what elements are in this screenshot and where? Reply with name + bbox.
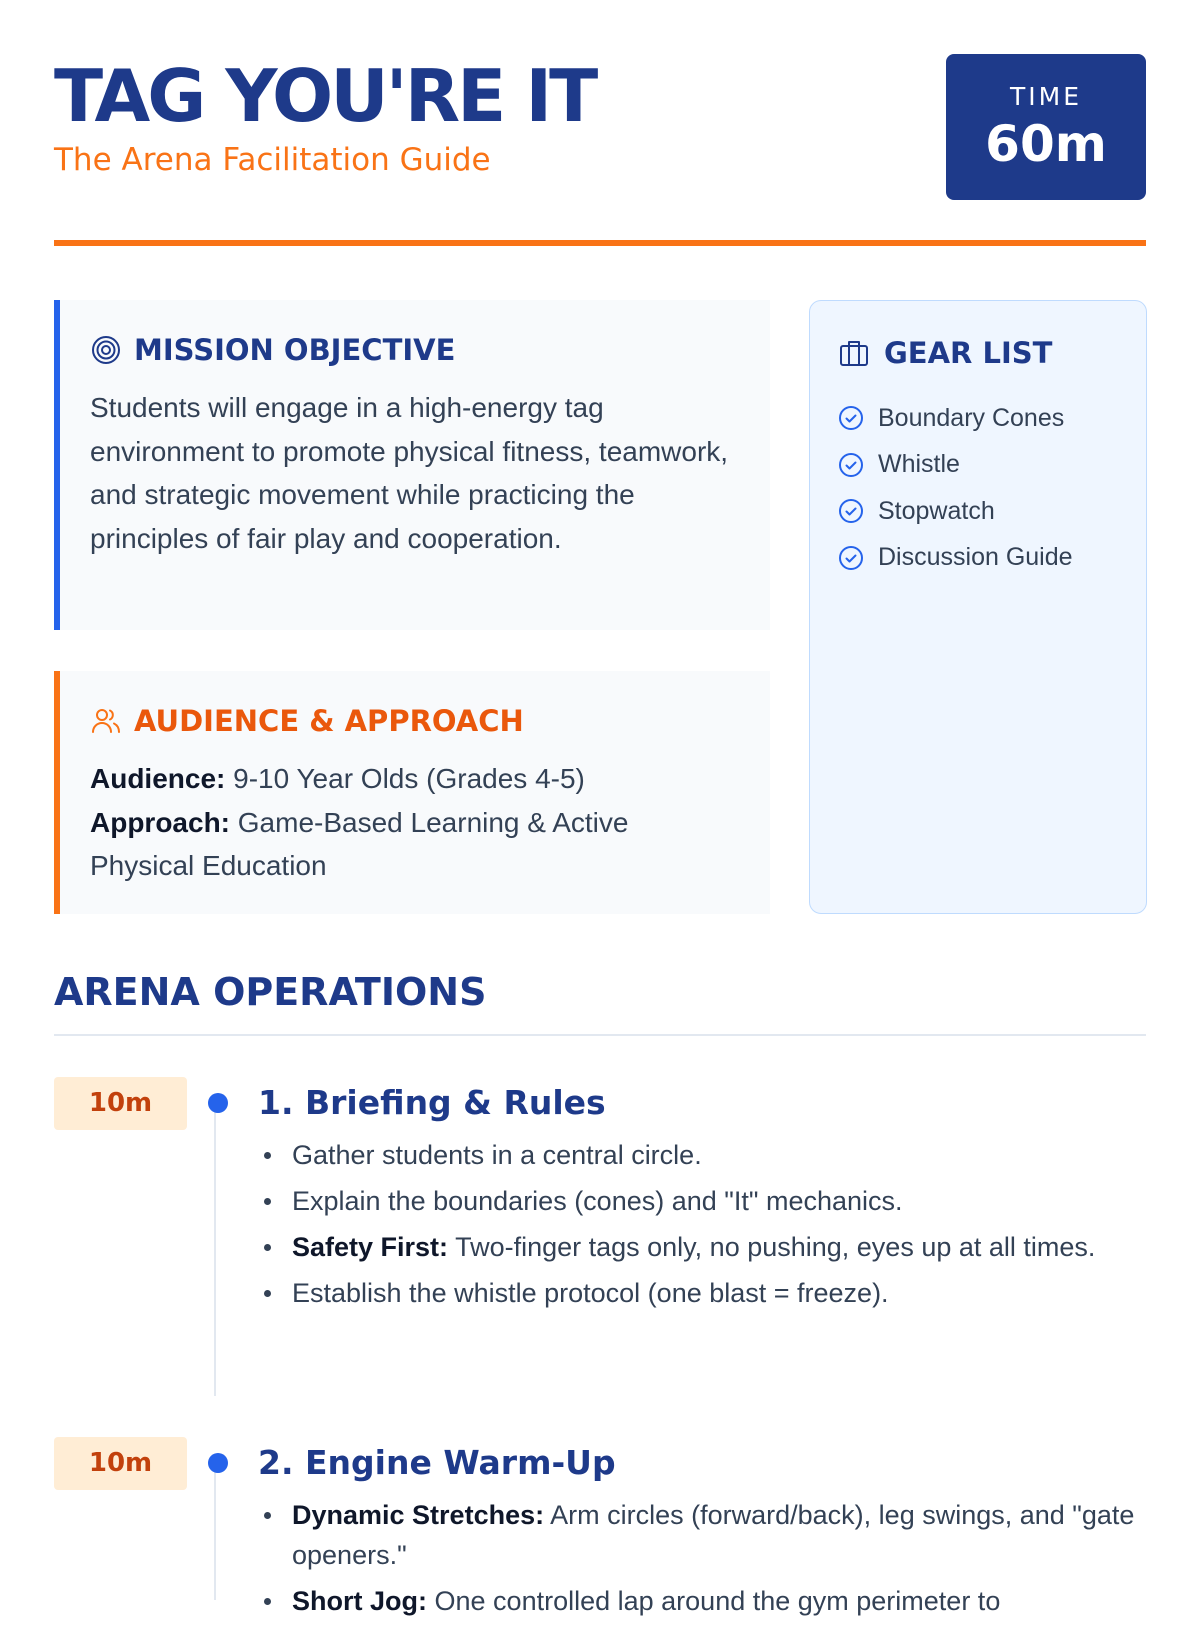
check-circle-icon bbox=[838, 405, 864, 431]
step-items bbox=[258, 1495, 1138, 1627]
step-items bbox=[258, 1135, 1138, 1319]
item-label: Dynamic Stretches: bbox=[292, 1500, 545, 1530]
step-title: 1. Briefing & Rules bbox=[258, 1083, 606, 1122]
list-item bbox=[258, 1495, 1138, 1575]
audience-label: Audience: bbox=[90, 763, 226, 794]
time-badge bbox=[946, 54, 1146, 200]
list-item bbox=[258, 1227, 1138, 1267]
section-title: ARENA OPERATIONS bbox=[54, 970, 487, 1014]
approach-value: Game-Based Learning & Active Physical Education bbox=[90, 806, 629, 881]
item-text: Arm circles (forward/back), leg swings, and "gate openers." bbox=[292, 1500, 1135, 1570]
list-item bbox=[258, 1581, 1138, 1621]
gear-item-label: Stopwatch bbox=[878, 496, 995, 525]
item-text: Two-finger tags only, no pushing, eyes up at all times. bbox=[455, 1232, 1096, 1262]
timeline-step bbox=[54, 1077, 1146, 1397]
list-item bbox=[258, 1181, 1138, 1221]
audience-line bbox=[90, 757, 740, 801]
audience-value: 9-10 Year Olds (Grades 4-5) bbox=[233, 763, 585, 794]
gear-items bbox=[838, 395, 1073, 581]
page-title: TAG YOU'RE IT bbox=[54, 54, 596, 138]
check-circle-icon bbox=[838, 498, 864, 524]
gear-item bbox=[838, 488, 1073, 535]
users-icon bbox=[90, 705, 122, 737]
gear-item bbox=[838, 395, 1073, 442]
gear-list-panel bbox=[809, 300, 1147, 914]
mission-title: MISSION OBJECTIVE bbox=[134, 333, 456, 367]
approach-line bbox=[90, 801, 740, 888]
item-label: Safety First: bbox=[292, 1232, 449, 1262]
list-item bbox=[258, 1135, 1138, 1175]
duration-badge: 10m bbox=[54, 1437, 187, 1490]
mission-header bbox=[90, 332, 455, 368]
duration-badge: 10m bbox=[54, 1077, 187, 1130]
header bbox=[54, 54, 1146, 204]
item-text: Gather students in a central circle. bbox=[292, 1140, 702, 1170]
check-circle-icon bbox=[838, 452, 864, 478]
gear-title: GEAR LIST bbox=[884, 336, 1053, 370]
list-item bbox=[258, 1273, 1138, 1313]
mission-card bbox=[54, 300, 770, 630]
gear-item bbox=[838, 535, 1073, 582]
time-value: 60m bbox=[985, 115, 1107, 173]
page-subtitle: The Arena Facilitation Guide bbox=[54, 142, 491, 178]
gear-header bbox=[838, 335, 1052, 371]
section-divider bbox=[54, 1034, 1146, 1036]
audience-body bbox=[90, 757, 740, 888]
item-label: Short Jog: bbox=[292, 1586, 427, 1616]
timeline-dot bbox=[208, 1453, 228, 1473]
mission-text: Students will engage in a high-energy tag environment to promote physical fitness, teamwork, and strategic movement while practicing the principles of fair play and cooperation. bbox=[90, 392, 729, 554]
approach-label: Approach: bbox=[90, 806, 230, 838]
gear-item bbox=[838, 442, 1073, 489]
item-text: Establish the whistle protocol (one blast = freeze). bbox=[292, 1278, 889, 1308]
item-text: One controlled lap around the gym perimeter to bbox=[434, 1586, 1001, 1616]
step-title: 2. Engine Warm-Up bbox=[258, 1443, 616, 1482]
briefcase-icon bbox=[838, 337, 870, 369]
time-label: TIME bbox=[1009, 82, 1082, 111]
gear-item-label: Boundary Cones bbox=[878, 403, 1065, 432]
timeline-step bbox=[54, 1437, 1146, 1616]
target-icon bbox=[90, 334, 122, 366]
audience-card bbox=[54, 671, 770, 914]
gear-item-label: Whistle bbox=[878, 450, 960, 479]
item-text: Explain the boundaries (cones) and "It" mechanics. bbox=[292, 1186, 903, 1216]
audience-title: AUDIENCE & APPROACH bbox=[134, 704, 524, 738]
audience-header bbox=[90, 703, 524, 739]
timeline-dot bbox=[208, 1093, 228, 1113]
check-circle-icon bbox=[838, 545, 864, 571]
header-divider bbox=[54, 240, 1146, 246]
gear-item-label: Discussion Guide bbox=[878, 543, 1073, 572]
